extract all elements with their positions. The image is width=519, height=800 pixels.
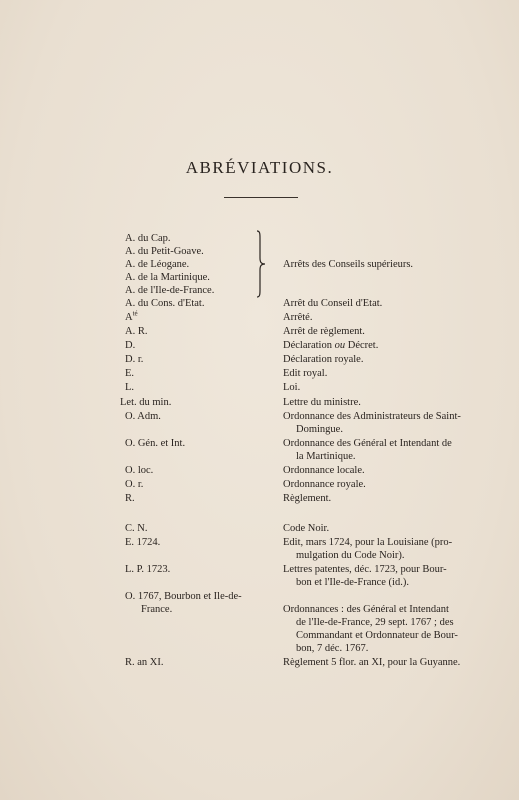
meaning-o-1767-4: bon, 7 déc. 1767. — [296, 643, 369, 654]
meaning-d: Déclaration ou Décret. — [283, 340, 379, 351]
meaning-r: Règlement. — [283, 493, 332, 504]
meaning-l: Loi. — [283, 382, 301, 393]
abbrev-r-an-xi: R. an XI. — [125, 657, 164, 668]
abbrev-petit-goave: A. du Petit-Goave. — [125, 246, 204, 257]
meaning-o-adm-1: Ordonnance des Administrateurs de Saint- — [283, 411, 461, 422]
meaning-o-r: Ordonnance royale. — [283, 479, 366, 490]
page-title: ABRÉVIATIONS. — [185, 158, 334, 177]
abbrev-e: E. — [125, 368, 135, 379]
abbrev-cap: A. du Cap. — [125, 233, 171, 244]
abbrev-cn: C. N. — [125, 523, 148, 534]
meaning-e: Edit royal. — [283, 368, 328, 379]
abbrev-l: L. — [125, 382, 135, 393]
meaning-cn: Code Noir. — [283, 523, 330, 534]
group-meaning: Arrêts des Conseils supérieurs. — [283, 259, 414, 270]
abbrev-d: D. — [125, 340, 136, 351]
abbrev-cons-etat: A. du Cons. d'Etat. — [125, 298, 205, 309]
meaning-e-1724-1: Edit, mars 1724, pour la Louisiane (pro- — [283, 537, 453, 548]
meaning-e-1724-2: mulgation du Code Noir). — [296, 550, 405, 561]
abbrev-o-1767-1: O. 1767, Bourbon et Ile-de- — [125, 591, 242, 602]
abbrev-o-adm: O. Adm. — [125, 411, 161, 422]
meaning-lp-1723-2: bon et l'Ile-de-France (id.). — [296, 577, 409, 588]
abbrev-leogane: A. de Léogane. — [125, 259, 190, 270]
abbrev-o-gen-int: O. Gén. et Int. — [125, 438, 186, 449]
abbrev-let-min: Let. du min. — [120, 397, 172, 408]
abbrev-o-r: O. r. — [125, 479, 144, 490]
meaning-dr: Déclaration royale. — [283, 354, 364, 365]
meaning-let-min: Lettre du ministre. — [283, 397, 361, 408]
meaning-o-1767-1: Ordonnances : des Général et Intendant — [283, 604, 449, 615]
abbrev-ar: A. R. — [125, 326, 148, 337]
title-rule — [224, 197, 298, 198]
abbrev-o-loc: O. loc. — [125, 465, 154, 476]
meaning-ar: Arrêt de règlement. — [283, 326, 365, 337]
brace-icon — [254, 230, 266, 298]
meaning-cons-etat: Arrêt du Conseil d'Etat. — [283, 298, 383, 309]
meaning-o-loc: Ordonnance locale. — [283, 465, 365, 476]
abbrev-lp-1723: L. P. 1723. — [125, 564, 171, 575]
meaning-o-1767-3: Commandant et Ordonnateur de Bour- — [296, 630, 458, 641]
meaning-arrete: Arrêté. — [283, 312, 313, 323]
meaning-o-gen-int-1: Ordonnance des Général et Intendant de — [283, 438, 452, 449]
meaning-o-adm-2: Domingue. — [296, 424, 343, 435]
abbrev-martinique: A. de la Martinique. — [125, 272, 210, 283]
abbrev-arrete: $A^{té}$ — [125, 309, 138, 323]
abbrev-ile-de-france: A. de l'Ile-de-France. — [125, 285, 215, 296]
meaning-o-1767-2: de l'Ile-de-France, 29 sept. 1767 ; des — [296, 617, 454, 628]
abbrev-o-1767-2: France. — [141, 604, 173, 615]
meaning-lp-1723-1: Lettres patentes, déc. 1723, pour Bour- — [283, 564, 447, 575]
meaning-o-gen-int-2: la Martinique. — [296, 451, 356, 462]
abbrev-e-1724: E. 1724. — [125, 537, 161, 548]
abbrev-r: R. — [125, 493, 135, 504]
abbrev-dr: D. r. — [125, 354, 144, 365]
meaning-r-an-xi: Règlement 5 flor. an XI, pour la Guyanne. — [283, 657, 461, 668]
